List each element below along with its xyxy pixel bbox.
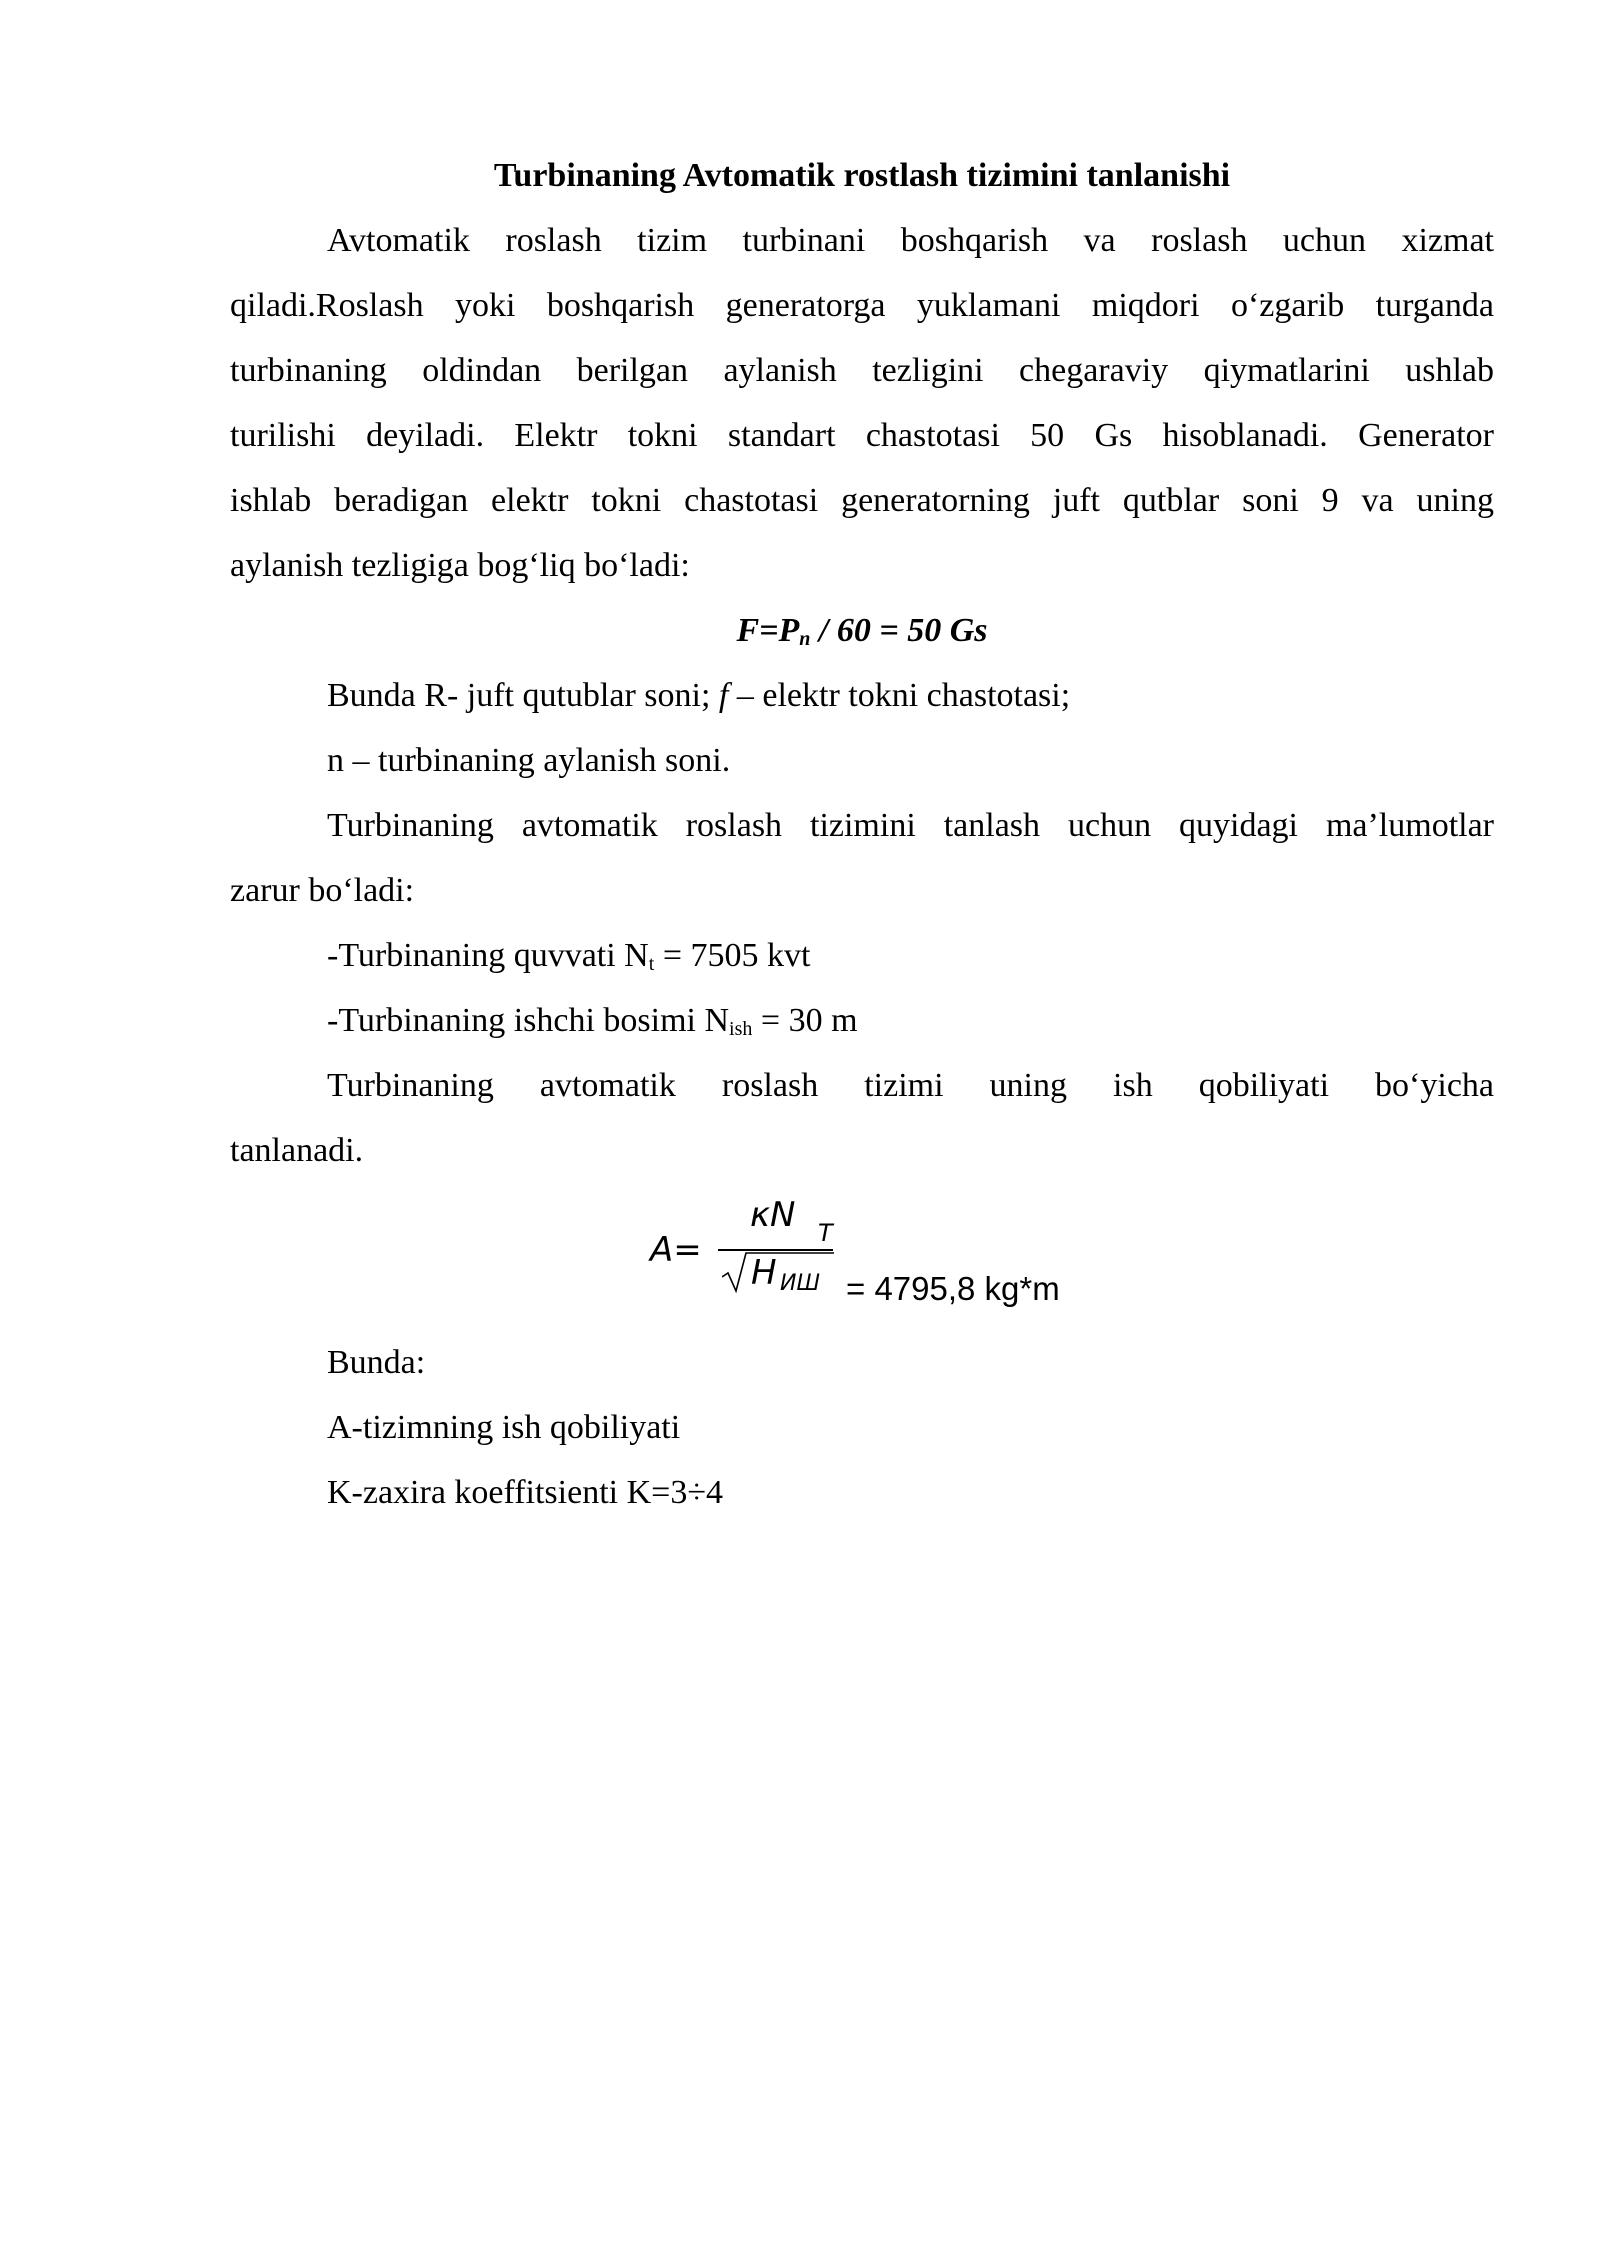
bunda-part-1: Bunda R- juft qutublar soni; <box>327 677 719 714</box>
f-symbol: f <box>718 677 729 714</box>
paragraph-1-line-1: Avtomatik roslash tizim turbinani boshqarish va roslash uchun xizmat <box>327 222 1494 259</box>
param-pressure-value: = 30 m <box>752 1002 858 1039</box>
frequency-formula-rhs: / 60 = 50 Gs <box>810 612 988 649</box>
bunda-part-2: – elektr tokni chastotasi; <box>728 677 1071 714</box>
paragraph-1-line-4: turilishi deyiladi. Elektr tokni standart chastotasi 50 Gs hisoblanadi. Generator <box>230 417 1494 454</box>
n-definition: n – turbinaning aylanish soni. <box>327 742 731 779</box>
capacity-formula-denominator: H <box>751 1253 777 1293</box>
param-pressure <box>327 988 1494 1062</box>
param-pressure-subscript: ish <box>729 1018 753 1040</box>
paragraph-1-line-3: turbinaning oldindan berilgan aylanish tezligini chegaraviy qiymatlarini ushlab <box>230 352 1494 389</box>
capacity-formula-numerator-subscript: T <box>818 1219 833 1247</box>
paragraph-1-line-2: qiladi.Roslash yoki boshqarish generatorga yuklamani miqdori o‘zgarib turganda <box>230 287 1494 324</box>
bunda-heading: Bunda: <box>327 1344 426 1381</box>
document-title: Turbinaning Avtomatik rostlash tizimini tanlanishi <box>493 157 1231 194</box>
frequency-formula-lhs: F=P <box>736 612 800 649</box>
frequency-formula <box>230 598 1494 672</box>
param-power <box>327 923 1494 997</box>
paragraph-2-line-1: Turbinaning avtomatik roslash tizimini tanlash uchun quyidagi ma’lumotlar <box>327 807 1494 844</box>
paragraph-3-line-2: tanlanadi. <box>230 1132 364 1169</box>
param-pressure-label: -Turbinaning ishchi bosimi N <box>327 1002 730 1039</box>
capacity-formula-numerator: κN <box>750 1195 796 1235</box>
capacity-formula-lhs: A= <box>650 1230 702 1270</box>
param-power-label: -Turbinaning quvvati N <box>327 937 649 974</box>
paragraph-1-line-6: aylanish tezligiga bog‘liq bo‘ladi: <box>230 547 690 584</box>
bunda-line <box>327 663 1494 729</box>
capacity-formula-result: = 4795,8 kg*m <box>846 1270 1060 1307</box>
paragraph-2-line-2: zarur bo‘ladi: <box>230 872 415 909</box>
definition-k: K-zaxira koeffitsienti K=3÷4 <box>327 1474 723 1511</box>
paragraph-1-line-5: ishlab beradigan elektr tokni chastotasi generatorning juft qutblar soni 9 va uning <box>230 482 1494 519</box>
param-power-value: = 7505 kvt <box>654 937 811 974</box>
param-power-subscript: t <box>648 953 655 975</box>
frequency-formula-subscript: n <box>799 628 811 650</box>
paragraph-3-line-1: Turbinaning avtomatik roslash tizimi uning ish qobiliyati bo‘yicha <box>327 1067 1494 1104</box>
capacity-formula-denominator-subscript: ИШ <box>780 1271 820 1296</box>
definition-a: A-tizimning ish qobiliyati <box>327 1409 681 1446</box>
